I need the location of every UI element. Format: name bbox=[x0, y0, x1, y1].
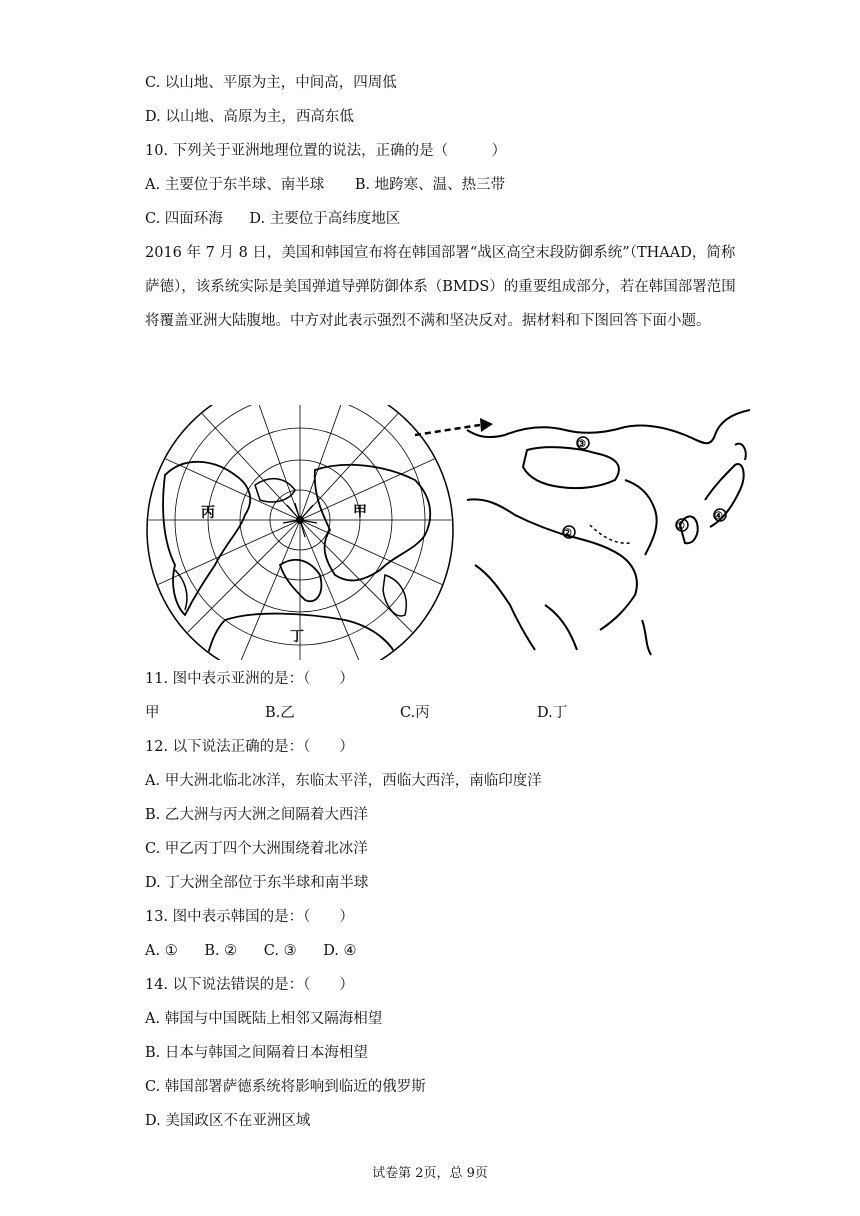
maps-figure bbox=[145, 405, 750, 660]
q14-stem: 14. 以下说法错误的是：（ ） bbox=[145, 977, 354, 993]
q10-options-cd bbox=[145, 208, 400, 230]
q14-option-d: D. 美国政区不在亚洲区域 bbox=[145, 1113, 311, 1129]
polar-map bbox=[145, 405, 465, 660]
label-marker-2: ② bbox=[563, 528, 572, 539]
east-asia-map bbox=[467, 410, 750, 655]
q11-stem: 11. 图中表示亚洲的是：（ ） bbox=[145, 671, 354, 687]
q11-option-d: D.丁 bbox=[537, 705, 568, 721]
q12-option-b: B. 乙大洲与丙大洲之间隔着大西洋 bbox=[145, 807, 368, 823]
q10-options-ab bbox=[145, 174, 505, 196]
q10-stem: 10. 下列关于亚洲地理位置的说法，正确的是（ ） bbox=[145, 143, 507, 159]
material-paragraph: 2016 年 7 月 8 日，美国和韩国宣布将在韩国部署“战区高空末段防御系统”（THAAD，简称萨德），该系统实际是美国弹道导弹防御体系（BMDS）的重要组成部分，若在韩国部署范围将覆盖亚洲大陆腹地。中方对此表示强烈不满和坚决反对。据材料和下图回答下面小题。 bbox=[145, 245, 736, 329]
q11-option-a: 甲 bbox=[145, 705, 160, 721]
q13-option-c: C. ③ bbox=[263, 943, 297, 959]
q10-option-c: C. 四面环海 bbox=[145, 211, 223, 227]
q13-option-d: D. ④ bbox=[323, 943, 357, 959]
q13-option-b: B. ② bbox=[204, 943, 238, 959]
q9-option-d: D. 以山地、高原为主，西高东低 bbox=[145, 109, 354, 125]
q10-option-d: D. 主要位于高纬度地区 bbox=[249, 211, 401, 227]
maps-svg bbox=[145, 405, 750, 660]
label-marker-4: ④ bbox=[714, 511, 723, 522]
q11-option-c: C.丙 bbox=[400, 705, 430, 721]
q12-stem: 12. 以下说法正确的是：（ ） bbox=[145, 739, 354, 755]
q10-option-b: B. 地跨寒、温、热三带 bbox=[354, 177, 506, 193]
label-jia: 甲 bbox=[353, 504, 367, 520]
q14-option-b: B. 日本与韩国之间隔着日本海相望 bbox=[145, 1045, 368, 1061]
page-footer: 试卷第 2页，总 9页 bbox=[372, 1166, 488, 1181]
label-marker-1: ① bbox=[676, 521, 685, 532]
q13-stem: 13. 图中表示韩国的是：（ ） bbox=[145, 909, 354, 925]
q14-option-a: A. 韩国与中国既陆上相邻又隔海相望 bbox=[145, 1011, 383, 1027]
label-bing: 丙 bbox=[201, 505, 215, 521]
q14-option-c: C. 韩国部署萨德系统将影响到临近的俄罗斯 bbox=[145, 1079, 426, 1095]
q11-option-b: B.乙 bbox=[265, 705, 295, 721]
q12-option-c: C. 甲乙丙丁四个大洲围绕着北冰洋 bbox=[145, 841, 368, 857]
label-ding: 丁 bbox=[290, 629, 304, 645]
arrow-icon bbox=[415, 418, 493, 435]
q13-options bbox=[145, 940, 357, 962]
q13-option-a: A. ① bbox=[145, 943, 178, 959]
label-marker-3: ③ bbox=[577, 439, 586, 450]
q9-option-c: C. 以山地、平原为主，中间高，四周低 bbox=[145, 75, 397, 91]
q12-option-a: A. 甲大洲北临北冰洋，东临太平洋，西临大西洋，南临印度洋 bbox=[145, 773, 542, 789]
q12-option-d: D. 丁大洲全部位于东半球和南半球 bbox=[145, 875, 369, 891]
q10-option-a: A. 主要位于东半球、南半球 bbox=[145, 177, 325, 193]
